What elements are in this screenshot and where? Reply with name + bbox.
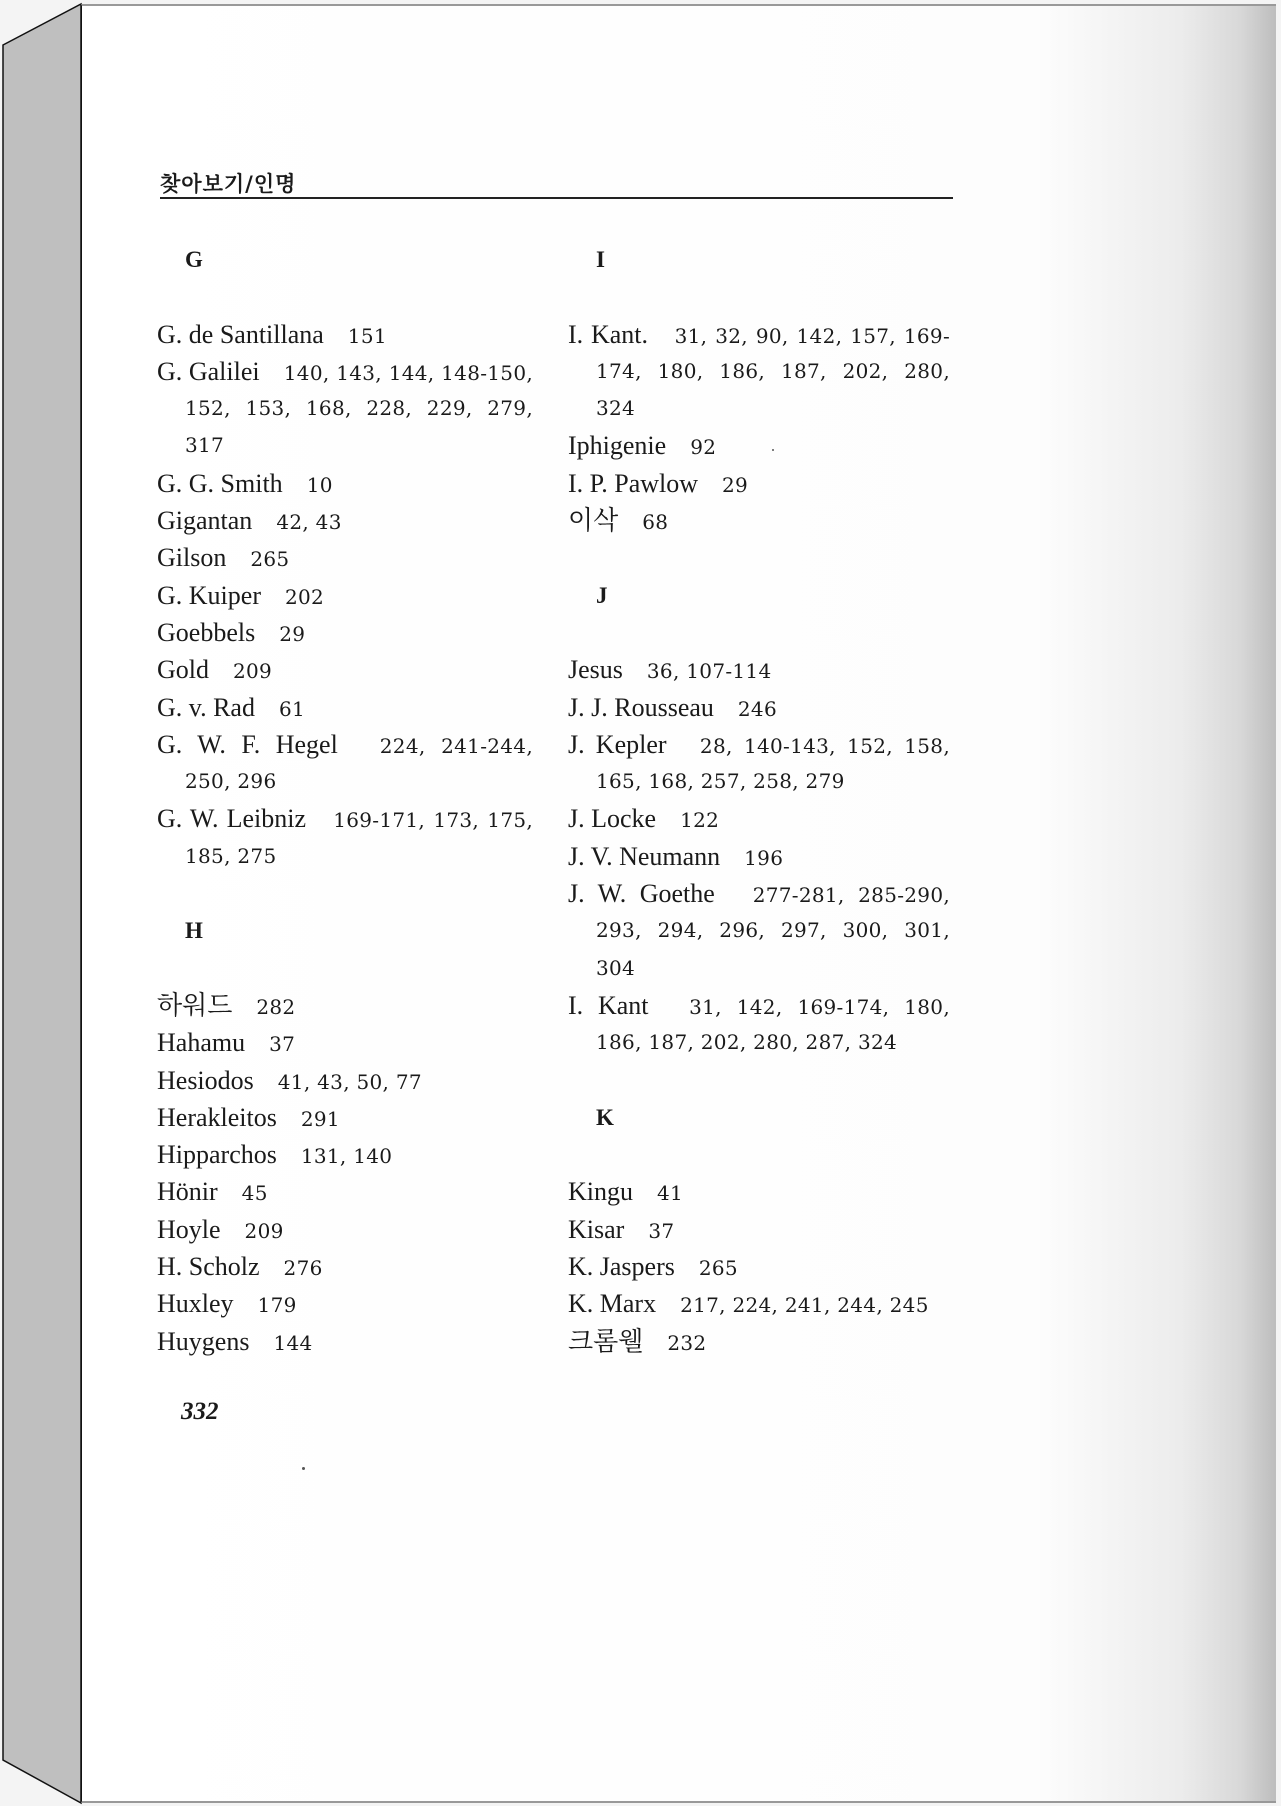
entry-first-line xyxy=(568,316,950,353)
entry-name: G. W. Leibniz xyxy=(157,804,307,834)
index-entry xyxy=(568,1211,950,1248)
entry-pages: 37 xyxy=(269,1032,296,1057)
entry-name: Hesiodos xyxy=(157,1065,254,1095)
entry-first-line xyxy=(157,353,533,390)
entry-first-line xyxy=(568,1248,950,1285)
entry-name: Hoyle xyxy=(157,1214,221,1244)
entry-first-line xyxy=(568,1323,950,1360)
entry-pages: 10 xyxy=(306,472,333,497)
entry-first-line xyxy=(568,1211,950,1248)
entry-pages: 61 xyxy=(278,696,306,721)
index-entry xyxy=(568,689,950,726)
entry-continuation: 250, 296 xyxy=(185,769,277,794)
entry-first-line xyxy=(157,465,533,502)
entry-name: Iphigenie xyxy=(568,431,667,461)
entry-pages: 122 xyxy=(680,808,720,833)
index-entry xyxy=(157,502,533,539)
entry-name: K. Marx xyxy=(568,1289,657,1319)
entry-pages: 42, 43 xyxy=(276,510,342,535)
entry-pages: 29 xyxy=(279,621,306,646)
entry-first-line xyxy=(157,1173,533,1210)
index-entry xyxy=(568,838,950,875)
entry-pages: 37 xyxy=(648,1218,675,1243)
blank-line xyxy=(568,539,950,576)
entry-first-line xyxy=(157,800,533,837)
entry-name: G. de Santillana xyxy=(157,319,324,349)
page-number: 332 xyxy=(181,1398,219,1425)
entry-name: G. W. F. Hegel xyxy=(157,729,338,759)
index-entry xyxy=(157,987,533,1024)
entry-first-line xyxy=(568,427,950,464)
index-entry xyxy=(157,800,533,875)
entry-pages: 277-281, 285-290, xyxy=(752,883,950,908)
entry-first-line xyxy=(157,689,533,726)
index-entry xyxy=(157,1323,533,1360)
entry-pages: 169-171, 173, 175, xyxy=(333,808,533,833)
entry-name: Jesus xyxy=(568,655,623,685)
index-entry xyxy=(157,1285,533,1322)
entry-pages: 31, 32, 90, 142, 157, 169- xyxy=(674,323,950,348)
entry-name: Gilson xyxy=(157,543,227,573)
index-entry xyxy=(568,502,950,539)
entry-name: Goebbels xyxy=(157,617,256,647)
entry-pages: 45 xyxy=(241,1181,268,1206)
entry-first-line xyxy=(568,838,950,875)
entry-pages: 196 xyxy=(744,845,784,870)
entry-name: 이삭 xyxy=(568,506,619,536)
index-entry xyxy=(157,1024,533,1061)
index-entry xyxy=(157,651,533,688)
entry-first-line xyxy=(157,726,533,763)
blank-line xyxy=(568,1062,950,1099)
index-entry xyxy=(157,726,533,801)
section-letter: H xyxy=(185,918,203,944)
entry-pages: 140, 143, 144, 148-150, xyxy=(283,360,533,385)
index-entry xyxy=(157,1099,533,1136)
scan-speck xyxy=(302,1467,305,1470)
entry-name: Kingu xyxy=(568,1177,633,1207)
index-entry xyxy=(568,427,950,464)
index-entry xyxy=(157,316,533,353)
scan-speck xyxy=(772,449,774,451)
index-entry xyxy=(157,1173,533,1210)
index-entry xyxy=(157,539,533,576)
entry-pages: 29 xyxy=(722,472,749,497)
header-rule xyxy=(160,197,953,199)
entry-first-line xyxy=(157,987,533,1024)
index-entry xyxy=(568,1248,950,1285)
entry-name: Gold xyxy=(157,655,209,685)
index-entry xyxy=(568,875,950,987)
entry-continuation: 293, 294, 296, 297, 300, 301, xyxy=(596,918,950,943)
entry-first-line xyxy=(157,1285,533,1322)
entry-name: Herakleitos xyxy=(157,1102,277,1132)
index-entry xyxy=(157,614,533,651)
index-entry xyxy=(157,353,533,465)
entry-name: J. Locke xyxy=(568,804,657,834)
entry-pages: 131, 140 xyxy=(300,1144,393,1169)
entry-name: G. Galilei xyxy=(157,356,260,386)
index-entry xyxy=(157,577,533,614)
entry-pages: 246 xyxy=(737,696,777,721)
entry-name: K. Jaspers xyxy=(568,1252,675,1282)
entry-first-line xyxy=(157,316,533,353)
entry-pages: 36, 107-114 xyxy=(646,659,772,684)
entry-pages: 151 xyxy=(347,323,387,348)
blank-line xyxy=(568,1136,950,1173)
entry-name: G. G. Smith xyxy=(157,468,283,498)
entry-continuation: 185, 275 xyxy=(185,843,277,868)
entry-first-line xyxy=(568,875,950,912)
entry-continuation: 152, 153, 168, 228, 229, 279, xyxy=(185,396,533,421)
entry-first-line xyxy=(568,651,950,688)
index-entry xyxy=(157,1248,533,1285)
entry-pages: 276 xyxy=(283,1256,323,1281)
entry-first-line xyxy=(157,1211,533,1248)
blank-line xyxy=(157,950,533,987)
entry-pages: 209 xyxy=(233,659,273,684)
section-letter: K xyxy=(596,1104,614,1130)
entry-continuation: 317 xyxy=(185,433,225,458)
index-entry xyxy=(568,316,950,428)
entry-first-line xyxy=(568,726,950,763)
index-entry xyxy=(157,1136,533,1173)
entry-first-line xyxy=(568,800,950,837)
entry-pages: 217, 224, 241, 244, 245 xyxy=(680,1293,929,1318)
entry-first-line xyxy=(157,1062,533,1099)
entry-name: J. J. Rousseau xyxy=(568,692,714,722)
entry-first-line xyxy=(157,1136,533,1173)
blank-line xyxy=(157,875,533,912)
entry-pages: 41, 43, 50, 77 xyxy=(277,1069,422,1094)
entry-pages: 224, 241-244, xyxy=(379,733,533,758)
entry-pages: 265 xyxy=(250,547,290,572)
entry-first-line xyxy=(157,1099,533,1136)
section-letter: I xyxy=(596,247,605,272)
entry-continuation: 304 xyxy=(596,955,636,980)
entry-continuation: 165, 168, 257, 258, 279 xyxy=(596,769,845,794)
entry-name: 하워드 xyxy=(157,990,233,1020)
entry-first-line xyxy=(568,465,950,502)
index-entry xyxy=(568,1173,950,1210)
entry-first-line xyxy=(157,577,533,614)
entry-first-line xyxy=(568,987,950,1024)
entry-pages: 144 xyxy=(273,1330,313,1355)
index-entry xyxy=(568,726,950,801)
entry-continuation: 174, 180, 186, 187, 202, 280, xyxy=(596,358,950,383)
entry-pages: 209 xyxy=(244,1218,284,1243)
index-entry xyxy=(568,651,950,688)
section-letter: G xyxy=(185,247,203,272)
entry-name: J. V. Neumann xyxy=(568,841,721,871)
entry-name: Huxley xyxy=(157,1289,234,1319)
index-entry xyxy=(157,689,533,726)
index-entry xyxy=(568,987,950,1062)
running-head: 찾아보기/인명 xyxy=(160,172,297,196)
index-entry xyxy=(568,1285,950,1322)
entry-first-line xyxy=(568,1285,950,1322)
entry-first-line xyxy=(568,1173,950,1210)
entry-first-line xyxy=(568,689,950,726)
entry-name: J. W. Goethe xyxy=(568,879,715,909)
entry-name: Gigantan xyxy=(157,506,253,536)
entry-name: G. Kuiper xyxy=(157,580,261,610)
index-entry xyxy=(568,465,950,502)
entry-pages: 92 xyxy=(690,435,717,460)
entry-pages: 41 xyxy=(657,1181,684,1206)
index-entry xyxy=(568,800,950,837)
entry-name: Hahamu xyxy=(157,1028,246,1058)
entry-first-line xyxy=(157,651,533,688)
entry-pages: 282 xyxy=(256,994,296,1019)
blank-line xyxy=(568,278,950,315)
index-entry xyxy=(157,1062,533,1099)
blank-line xyxy=(157,278,533,315)
entry-name: Hönir xyxy=(157,1177,218,1207)
entry-pages: 291 xyxy=(300,1106,340,1131)
entry-name: G. v. Rad xyxy=(157,692,255,722)
entry-first-line xyxy=(568,502,950,539)
entry-name: Kisar xyxy=(568,1214,625,1244)
entry-continuation: 324 xyxy=(596,396,636,421)
entry-name: I. P. Pawlow xyxy=(568,468,699,498)
index-column-right xyxy=(568,241,950,1360)
entry-first-line xyxy=(157,502,533,539)
index-entry xyxy=(157,465,533,502)
entry-pages: 179 xyxy=(257,1293,297,1318)
entry-pages: 265 xyxy=(698,1256,738,1281)
entry-pages: 31, 142, 169-174, 180, xyxy=(689,994,950,1019)
index-column-left xyxy=(157,241,533,1360)
section-letter: J xyxy=(596,582,608,608)
entry-pages: 68 xyxy=(642,510,669,535)
entry-name: Huygens xyxy=(157,1326,250,1356)
entry-name: Hipparchos xyxy=(157,1140,277,1170)
entry-name: I. Kant xyxy=(568,990,649,1020)
entry-first-line xyxy=(157,1323,533,1360)
entry-first-line xyxy=(157,1248,533,1285)
entry-pages: 28, 140-143, 152, 158, xyxy=(699,733,950,758)
entry-name: H. Scholz xyxy=(157,1252,260,1282)
entry-first-line xyxy=(157,539,533,576)
entry-pages: 232 xyxy=(667,1330,707,1355)
index-entry xyxy=(157,1211,533,1248)
entry-first-line xyxy=(157,1024,533,1061)
index-entry xyxy=(568,1323,950,1360)
blank-line xyxy=(568,614,950,651)
entry-pages: 202 xyxy=(284,584,325,609)
entry-name: 크롬웰 xyxy=(568,1326,644,1356)
entry-first-line xyxy=(157,614,533,651)
entry-name: J. Kepler xyxy=(568,729,667,759)
entry-continuation: 186, 187, 202, 280, 287, 324 xyxy=(596,1030,898,1055)
entry-name: I. Kant. xyxy=(568,319,648,349)
